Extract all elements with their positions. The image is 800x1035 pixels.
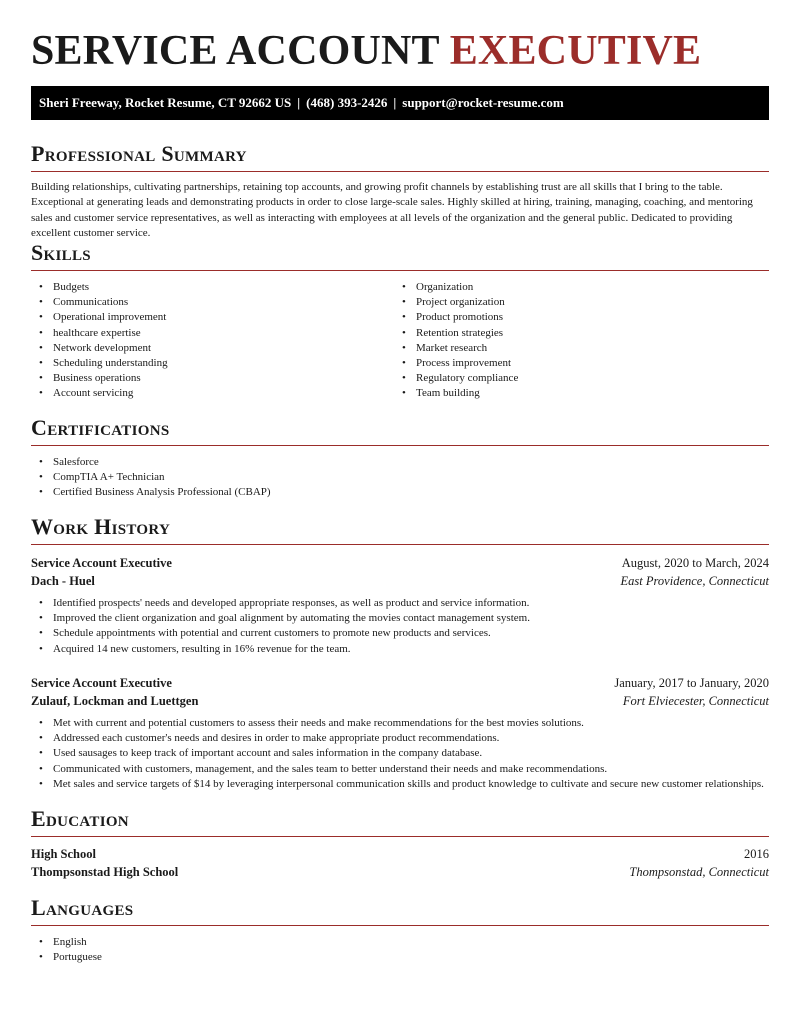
skills-columns xyxy=(31,280,769,402)
job-entry xyxy=(31,554,769,657)
contact-bar xyxy=(31,86,769,120)
work-history-heading: Work History xyxy=(31,514,769,545)
skill-item: • Organization xyxy=(394,280,757,295)
education-heading: Education xyxy=(31,806,769,837)
skills-list-right xyxy=(394,280,757,402)
job-header-row xyxy=(31,554,769,572)
job-entry xyxy=(31,674,769,792)
summary-text: Building relationships, cultivating partnerships, retaining top accounts, and growing profit channels by establishing trust are all skills that I bring to the table. Exceptional at generating leads and demonstrating products in order to close large-scale sales. Highly skilled at hiring, training, managing, coaching, and mentoring sales and customer service representatives, as well as interacting with employees at all levels of the organization and the general public. Dedicated to providing excellent customer service. xyxy=(31,181,753,239)
languages-list xyxy=(31,935,769,965)
certification-item: • Salesforce xyxy=(31,455,769,470)
job-company-row xyxy=(31,572,769,590)
job-company-row xyxy=(31,692,769,710)
job-bullet: • Met with current and potential customers to assess their needs and make recommendations for the best movies solutions. xyxy=(31,716,769,731)
job-bullet: • Acquired 14 new customers, resulting in 16% revenue for the team. xyxy=(31,642,769,657)
skill-item: • Retention strategies xyxy=(394,326,757,341)
job-dates: January, 2017 to January, 2020 xyxy=(614,676,769,690)
job-location: Fort Elviecester, Connecticut xyxy=(622,694,769,708)
certifications-list xyxy=(31,455,769,501)
job-bullets xyxy=(31,716,769,792)
certification-item: • Certified Business Analysis Professional (CBAP) xyxy=(31,485,769,500)
education-entry xyxy=(31,845,769,881)
contact-email: support@rocket-resume.com xyxy=(402,95,564,110)
summary-section xyxy=(31,141,769,241)
education-school: Thompsonstad High School xyxy=(31,865,179,879)
summary-heading: Professional Summary xyxy=(31,141,769,172)
certifications-heading: Certifications xyxy=(31,415,769,446)
job-location: East Providence, Connecticut xyxy=(620,574,769,588)
job-company: Dach - Huel xyxy=(31,574,95,588)
certification-item: • CompTIA A+ Technician xyxy=(31,470,769,485)
language-item: • Portuguese xyxy=(31,950,769,965)
skill-item: • Account servicing xyxy=(31,386,394,401)
languages-section xyxy=(31,895,769,965)
job-bullet: • Communicated with customers, management, and the sales team to better understand their needs and make recommendations. xyxy=(31,762,769,777)
job-bullet: • Identified prospects' needs and developed appropriate responses, as well as product and service information. xyxy=(31,596,769,611)
skill-item: • Team building xyxy=(394,386,757,401)
job-bullet: • Met sales and service targets of $14 by leveraging interpersonal communication skills and product knowledge to cultivate and secure new customer relationships. xyxy=(31,777,769,792)
resume-title xyxy=(31,28,701,74)
skill-item: • Regulatory compliance xyxy=(394,371,757,386)
job-title: Service Account Executive xyxy=(31,556,172,570)
skill-item: • Business operations xyxy=(31,371,394,386)
contact-name-location: Sheri Freeway, Rocket Resume, CT 92662 US xyxy=(39,95,292,110)
education-section xyxy=(31,806,769,881)
education-header-row xyxy=(31,845,769,863)
skills-list-left xyxy=(31,280,394,402)
skills-section xyxy=(31,240,769,402)
contact-separator: | xyxy=(297,95,301,110)
language-item: • English xyxy=(31,935,769,950)
education-degree: High School xyxy=(31,847,96,861)
skill-item: • Network development xyxy=(31,341,394,356)
languages-heading: Languages xyxy=(31,895,769,926)
skill-item: • Scheduling understanding xyxy=(31,356,394,371)
skill-item: • Budgets xyxy=(31,280,394,295)
skill-item: • Product promotions xyxy=(394,310,757,325)
job-dates: August, 2020 to March, 2024 xyxy=(621,556,769,570)
job-bullet: • Addressed each customer's needs and desires in order to make appropriate product recommendations. xyxy=(31,731,769,746)
job-bullet: • Schedule appointments with potential and current customers to promote new products and services. xyxy=(31,626,769,641)
skill-item: • Operational improvement xyxy=(31,310,394,325)
skill-item: • Market research xyxy=(394,341,757,356)
job-company: Zulauf, Lockman and Luettgen xyxy=(31,694,199,708)
job-bullet: • Improved the client organization and goal alignment by automating the movies contact management system. xyxy=(31,611,769,626)
job-bullet: • Used sausages to keep track of important account and sales information in the company database. xyxy=(31,746,769,761)
skill-item: • healthcare expertise xyxy=(31,326,394,341)
job-bullets xyxy=(31,596,769,657)
title-part-2: EXECUTIVE xyxy=(449,28,702,74)
education-location: Thompsonstad, Connecticut xyxy=(629,865,769,879)
skill-item: • Communications xyxy=(31,295,394,310)
skills-heading: Skills xyxy=(31,240,769,271)
contact-phone: (468) 393-2426 xyxy=(306,95,388,110)
title-part-1: SERVICE ACCOUNT xyxy=(31,28,440,74)
contact-separator: | xyxy=(393,95,397,110)
education-year: 2016 xyxy=(744,847,769,861)
job-header-row xyxy=(31,674,769,692)
skill-item: • Process improvement xyxy=(394,356,757,371)
education-school-row xyxy=(31,863,769,881)
certifications-section xyxy=(31,415,769,501)
job-title: Service Account Executive xyxy=(31,676,172,690)
skill-item: • Project organization xyxy=(394,295,757,310)
work-history-section xyxy=(31,514,769,545)
